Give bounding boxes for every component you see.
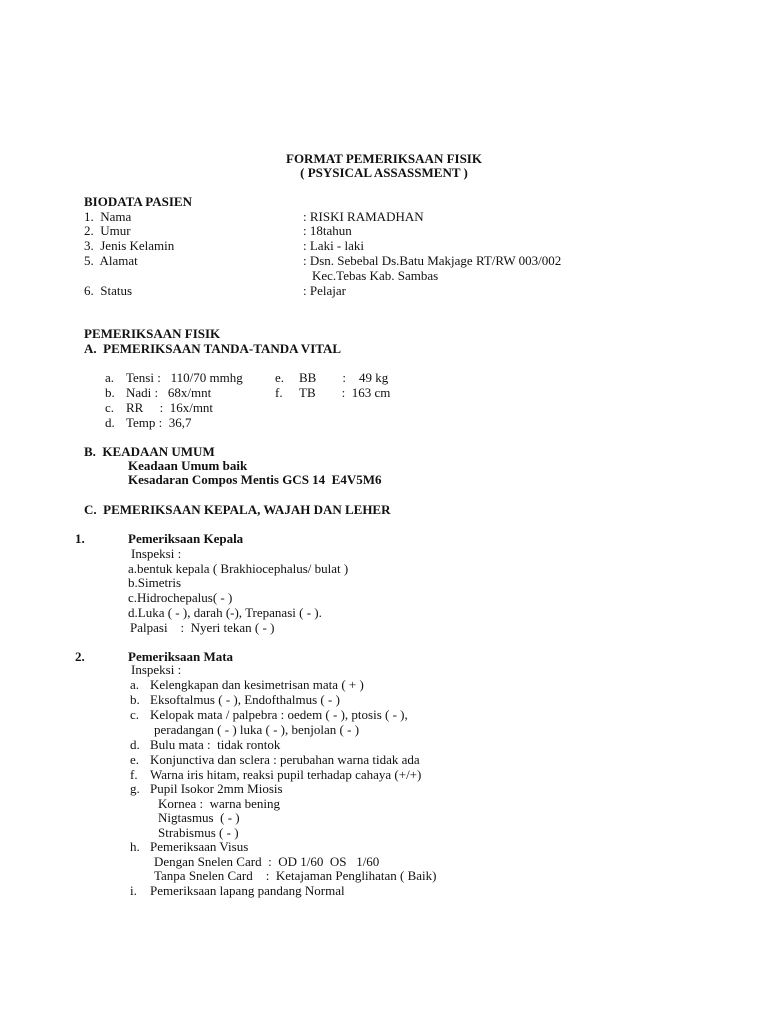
biodata-value-umur: : 18tahun xyxy=(303,223,352,238)
mata-letter-d: d. xyxy=(130,737,140,752)
biodata-value-alamat-line2: Kec.Tebas Kab. Sambas xyxy=(312,268,439,283)
vital-letter-e: e. xyxy=(275,370,285,385)
mata-item-g: Pupil Isokor 2mm Miosis xyxy=(150,781,283,796)
keadaan-umum-heading: B. KEADAAN UMUM xyxy=(84,444,215,459)
vital-bb: BB : 49 kg xyxy=(299,370,389,385)
mata-letter-e: e. xyxy=(130,752,140,767)
mata-inspeksi: Inspeksi : xyxy=(131,662,182,677)
biodata-label-jenis-kelamin: 3. Jenis Kelamin xyxy=(84,238,175,253)
vital-letter-b: b. xyxy=(105,385,115,400)
biodata-label-alamat: 5. Alamat xyxy=(84,253,138,268)
mata-item-a: Kelengkapan dan kesimetrisan mata ( + ) xyxy=(150,677,364,692)
mata-letter-c: c. xyxy=(130,707,140,722)
mata-title: Pemeriksaan Mata xyxy=(128,649,234,664)
mata-visus-dengan: Dengan Snelen Card : OD 1/60 OS 1/60 xyxy=(154,854,380,869)
document-title: FORMAT PEMERIKSAAN FISIK xyxy=(286,151,482,166)
mata-item-b: Eksoftalmus ( - ), Endofthalmus ( - ) xyxy=(150,692,340,707)
kepala-inspeksi: Inspeksi : xyxy=(131,546,182,561)
mata-letter-f: f. xyxy=(130,767,138,782)
mata-item-i: Pemeriksaan lapang pandang Normal xyxy=(150,883,345,898)
pemeriksaan-fisik-heading: PEMERIKSAAN FISIK xyxy=(84,326,221,341)
vital-tensi: Tensi : 110/70 mmhg xyxy=(126,370,243,385)
tanda-vital-heading: A. PEMERIKSAAN TANDA-TANDA VITAL xyxy=(84,341,342,356)
kepala-item-b: b.Simetris xyxy=(128,575,182,590)
mata-item-f: Warna iris hitam, reaksi pupil terhadap cahaya (+/+) xyxy=(150,767,422,782)
mata-item-d: Bulu mata : tidak rontok xyxy=(150,737,281,752)
biodata-heading: BIODATA PASIEN xyxy=(84,194,192,209)
kepala-item-c: c.Hidrochepalus( - ) xyxy=(128,590,233,605)
vital-tb: TB : 163 cm xyxy=(299,385,391,400)
biodata-value-alamat: : Dsn. Sebebal Ds.Batu Makjage RT/RW 003/002 xyxy=(303,253,562,268)
mata-item-e: Konjunctiva dan sclera : perubahan warna tidak ada xyxy=(150,752,420,767)
mata-item-c: Kelopak mata / palpebra : oedem ( - ), ptosis ( - ), xyxy=(150,707,408,722)
vital-letter-c: c. xyxy=(105,400,115,415)
vital-letter-f: f. xyxy=(275,385,283,400)
biodata-label-umur: 2. Umur xyxy=(84,223,131,238)
vital-rr: RR : 16x/mnt xyxy=(126,400,214,415)
kepala-palpasi: Palpasi : Nyeri tekan ( - ) xyxy=(130,620,275,635)
document-subtitle: ( PSYSICAL ASSASSMENT ) xyxy=(300,165,468,180)
mata-item-c-cont: peradangan ( - ) luka ( - ), benjolan ( - ) xyxy=(154,722,360,737)
mata-kornea: Kornea : warna bening xyxy=(158,796,281,811)
biodata-value-nama: : RISKI RAMADHAN xyxy=(303,209,424,224)
mata-strabismus: Strabismus ( - ) xyxy=(158,825,239,840)
kepala-title: Pemeriksaan Kepala xyxy=(128,531,244,546)
vital-letter-a: a. xyxy=(105,370,115,385)
mata-letter-a: a. xyxy=(130,677,140,692)
biodata-value-status: : Pelajar xyxy=(303,283,346,298)
vital-letter-d: d. xyxy=(105,415,115,430)
vital-temp: Temp : 36,7 xyxy=(126,415,192,430)
biodata-label-status: 6. Status xyxy=(84,283,133,298)
mata-letter-g: g. xyxy=(130,781,140,796)
kepala-number: 1. xyxy=(75,531,85,546)
mata-letter-i: i. xyxy=(130,883,137,898)
vital-nadi: Nadi : 68x/mnt xyxy=(126,385,212,400)
keadaan-umum-line2: Kesadaran Compos Mentis GCS 14 E4V5M6 xyxy=(128,472,382,487)
kepala-wajah-leher-heading: C. PEMERIKSAAN KEPALA, WAJAH DAN LEHER xyxy=(84,502,391,517)
kepala-item-a: a.bentuk kepala ( Brakhiocephalus/ bulat ) xyxy=(128,561,349,576)
kepala-item-d: d.Luka ( - ), darah (-), Trepanasi ( - ). xyxy=(128,605,322,620)
biodata-value-jenis-kelamin: : Laki - laki xyxy=(303,238,365,253)
keadaan-umum-line1: Keadaan Umum baik xyxy=(128,458,248,473)
mata-letter-b: b. xyxy=(130,692,140,707)
mata-nigtasmus: Nigtasmus ( - ) xyxy=(158,810,240,825)
mata-letter-h: h. xyxy=(130,839,140,854)
mata-visus-tanpa: Tanpa Snelen Card : Ketajaman Penglihatan ( Baik) xyxy=(154,868,437,883)
mata-number: 2. xyxy=(75,649,85,664)
mata-item-h: Pemeriksaan Visus xyxy=(150,839,249,854)
biodata-label-nama: 1. Nama xyxy=(84,209,132,224)
